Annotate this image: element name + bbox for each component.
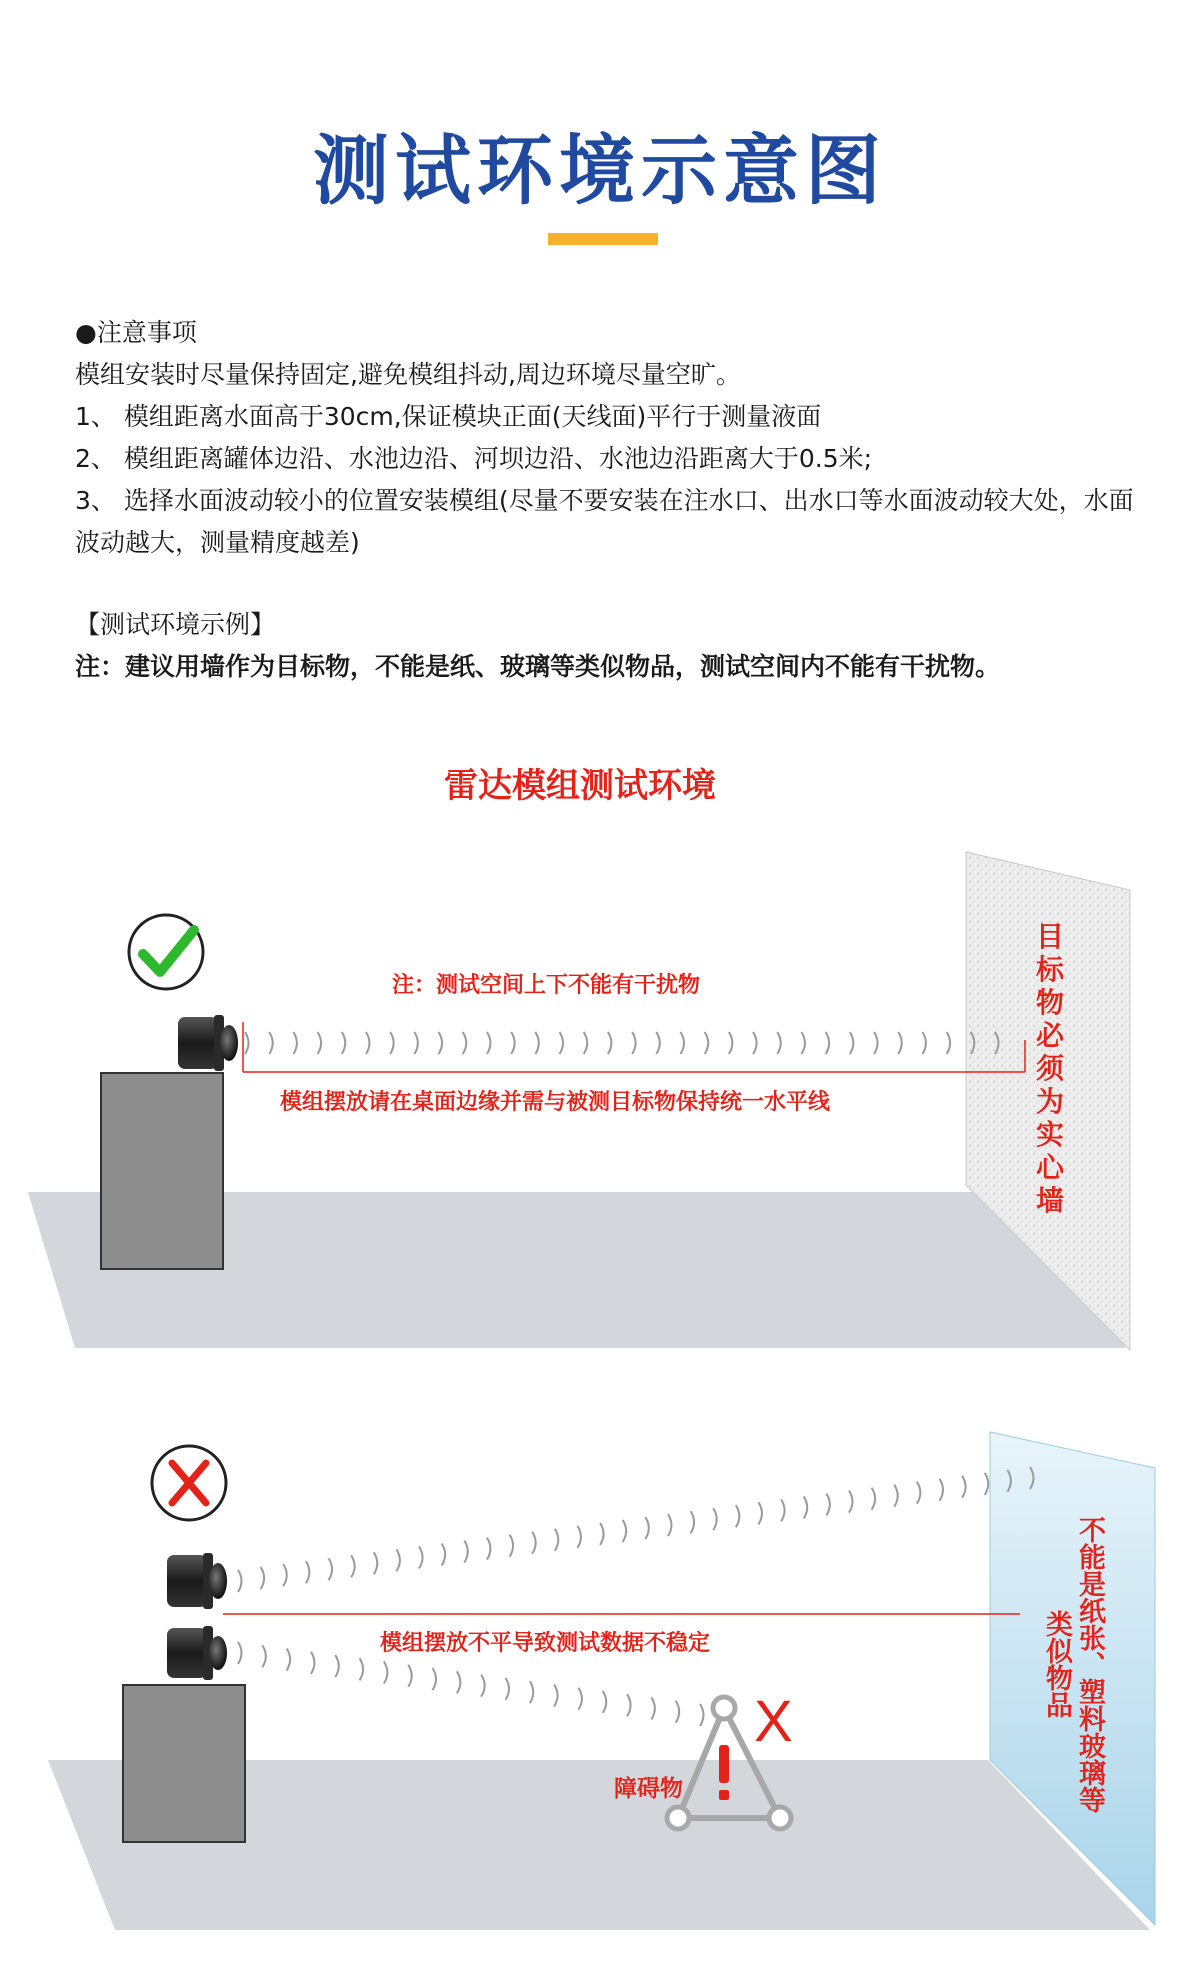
wave-arc (511, 1032, 515, 1054)
wave-arc (729, 1032, 733, 1054)
wave-arc (623, 1520, 627, 1542)
wave-arc (335, 1655, 339, 1677)
glass-wall-label (1038, 1514, 1108, 1814)
wave-arc (713, 1508, 717, 1530)
wave-arc (736, 1505, 740, 1527)
foam-wall-label: 目标物必须为实心墙 (1035, 920, 1064, 1217)
wave-arc (318, 1032, 322, 1054)
wave-arc (532, 1532, 536, 1554)
radar-module-icon (178, 1015, 238, 1071)
wave-arc (603, 1691, 607, 1713)
wave-arc (894, 1485, 898, 1507)
wave-arc (351, 1555, 355, 1577)
table-1 (101, 1073, 223, 1269)
wave-arc (487, 1032, 491, 1054)
wave-arc (691, 1511, 695, 1533)
scene1-top-note: 注：测试空间上下不能有干扰物 (392, 973, 701, 998)
scene2-note: 模组摆放不平导致测试数据不稳定 (380, 1631, 711, 1656)
wave-arc (801, 1032, 805, 1054)
example-note: 注：建议用墙作为目标物，不能是纸、玻璃等类似物品，测试空间内不能有干扰物。 (75, 652, 1001, 681)
wave-arc (419, 1546, 423, 1568)
wave-arc (804, 1496, 808, 1518)
wave-arc (560, 1032, 564, 1054)
wave-arc (360, 1658, 364, 1680)
wave-arc (917, 1482, 921, 1504)
wave-arc (705, 1032, 709, 1054)
wave-arc (262, 1645, 266, 1667)
wave-arc (874, 1032, 878, 1054)
notes-item-3: 3、 选择水面波动较小的位置安装模组(尽量不要安装在注水口、出水口等水面波动较大处，水面波动越大，测量精度越差) (75, 486, 1134, 557)
wave-arc (826, 1493, 830, 1515)
notes-heading: ●注意事项 (75, 318, 197, 347)
wave-arc (651, 1697, 655, 1719)
wave-arc (985, 1473, 989, 1495)
notes-item-2: 2、 模组距离罐体边沿、水池边沿、河坝边沿、水池边沿距离大于0.5米; (75, 444, 873, 473)
wave-arc (269, 1032, 273, 1054)
wave-arc (442, 1544, 446, 1566)
table-2 (123, 1685, 245, 1842)
wave-arc (898, 1032, 902, 1054)
example-heading: 【测试环境示例】 (75, 610, 276, 639)
wave-arc (555, 1529, 559, 1551)
wave-arc (554, 1684, 558, 1706)
obstacle-label: 障碍物 (614, 1776, 683, 1802)
wave-arc (238, 1642, 242, 1664)
radar-module-icon (167, 1553, 227, 1609)
wave-arc (463, 1032, 467, 1054)
wave-arc (342, 1032, 346, 1054)
wave-arc (510, 1535, 514, 1557)
wave-arc (311, 1652, 315, 1674)
wave-arc (826, 1032, 830, 1054)
wave-arc (608, 1032, 612, 1054)
wave-arc (384, 1662, 388, 1684)
wave-arc (481, 1675, 485, 1697)
wave-arc (414, 1032, 418, 1054)
wave-arc (261, 1567, 265, 1589)
radar-module-icon (167, 1626, 227, 1680)
wave-arc (627, 1694, 631, 1716)
wave-arc (758, 1502, 762, 1524)
wave-arc (781, 1499, 785, 1521)
wave-arc (656, 1032, 660, 1054)
wave-arc (600, 1523, 604, 1545)
wave-arc (487, 1538, 491, 1560)
wave-arcs-1 (245, 1032, 999, 1054)
wave-arc (390, 1032, 394, 1054)
wave-arc (777, 1032, 781, 1054)
diagram-title: 雷达模组测试环境 (444, 766, 716, 806)
wave-arc (396, 1549, 400, 1571)
notes-intro: 模组安装时尽量保持固定,避免模组抖动,周边环境尽量空旷。 (75, 360, 741, 389)
wave-arcs-2 (238, 1467, 1034, 1592)
wave-arc (306, 1561, 310, 1583)
wave-arc (680, 1032, 684, 1054)
wave-arc (584, 1032, 588, 1054)
wave-arc (578, 1688, 582, 1710)
wave-arc (872, 1488, 876, 1510)
wave-arc (632, 1032, 636, 1054)
wave-arc (753, 1032, 757, 1054)
wave-arc (947, 1032, 951, 1054)
scene1-bottom-note: 模组摆放请在桌面边缘并需与被测目标物保持统一水平线 (280, 1090, 831, 1115)
wave-arc (849, 1491, 853, 1513)
wave-arc (530, 1681, 534, 1703)
wave-arc (366, 1032, 370, 1054)
wave-arc (457, 1671, 461, 1693)
wave-arc (238, 1570, 242, 1592)
wave-arc (408, 1665, 412, 1687)
wave-arc (287, 1649, 291, 1671)
wave-arc (464, 1541, 468, 1563)
wave-arc (283, 1564, 287, 1586)
wave-arc (535, 1032, 539, 1054)
wave-arc (939, 1479, 943, 1501)
wave-arc (245, 1032, 249, 1054)
wave-arc (433, 1668, 437, 1690)
wave-arc (645, 1517, 649, 1539)
wave-arc (962, 1476, 966, 1498)
glass-wall-text: 不能是纸张、塑料玻璃等类似物品 (1041, 1515, 1105, 1813)
wave-arc (922, 1032, 926, 1054)
notes-item-1: 1、 模组距离水面高于30cm,保证模块正面(天线面)平行于测量液面 (75, 402, 822, 431)
wave-arc (505, 1678, 509, 1700)
page-title: 测试环境示意图 (313, 126, 887, 215)
wave-arc (293, 1032, 297, 1054)
wave-arc (374, 1552, 378, 1574)
obstacle-cross: X (754, 1689, 793, 1754)
wave-arc (329, 1558, 333, 1580)
wave-arc (850, 1032, 854, 1054)
wave-arc (577, 1526, 581, 1548)
check-icon (129, 915, 203, 989)
wave-arc (700, 1704, 704, 1726)
wave-arc (668, 1514, 672, 1536)
wave-arc (676, 1701, 680, 1723)
cross-icon (152, 1446, 226, 1520)
wave-arc (439, 1032, 443, 1054)
